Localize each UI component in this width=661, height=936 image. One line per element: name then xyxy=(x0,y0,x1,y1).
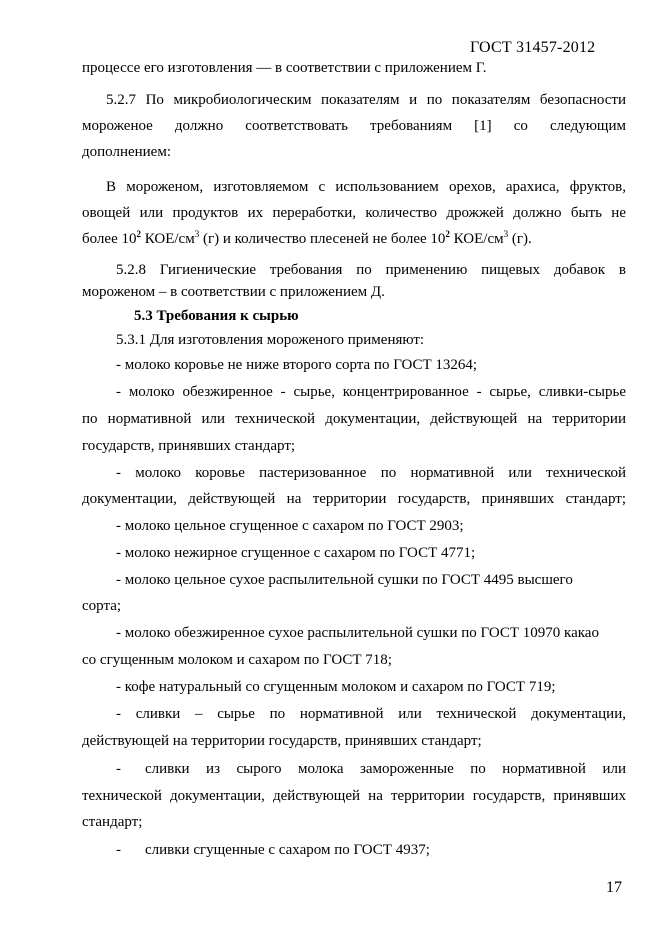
list-item-line: сливки из сырого молока замороженные по нормативной или xyxy=(145,761,626,777)
list-item-line: государств, принявших стандарт; xyxy=(82,438,296,454)
text-line: процессе его изготовления — в соответствии с приложением Г. xyxy=(82,60,487,76)
page-number: 17 xyxy=(606,879,622,896)
list-item-line: - молоко коровье пастеризованное по нормативной или технической xyxy=(116,465,626,481)
list-item: - кофе натуральный со сгущенным молоком и сахаром по ГОСТ 719; xyxy=(116,679,556,695)
para-icecream-line-1: В мороженом, изготовляемом с использованием орехов, арахиса, фруктов, xyxy=(106,179,626,195)
section-heading-5-3: 5.3 Требования к сырью xyxy=(134,308,299,324)
page-header-doc-number: ГОСТ 31457-2012 xyxy=(470,39,596,56)
para-5-2-7-line-2: мороженое должно соответствовать требованиям [1] со следующим xyxy=(82,118,626,134)
list-item-line: - молоко обезжиренное - сырье, концентрированное - сырье, сливки-сырье xyxy=(116,384,626,400)
list-item-line: - молоко обезжиренное сухое распылительной сушки по ГОСТ 10970 какао xyxy=(116,625,599,641)
list-item: сливки сгущенные с сахаром по ГОСТ 4937; xyxy=(145,842,430,858)
list-item-line: по нормативной или технической документации, действующей на территории xyxy=(82,411,626,427)
list-item: - молоко коровье не ниже второго сорта по ГОСТ 13264; xyxy=(116,357,478,373)
para-icecream-line-3: более $10^2$ КОЕ/$см^3$ (г) и количество плесеней не более $10^2$ КОЕ/$см^3$ (г). xyxy=(82,229,532,247)
list-dash: - xyxy=(116,842,121,858)
list-item-line: действующей на территории государств, принявших стандарт; xyxy=(82,733,482,749)
list-item-line: стандарт; xyxy=(82,814,143,830)
list-item-line: - молоко цельное сухое распылительной сушки по ГОСТ 4495 высшего xyxy=(116,572,573,588)
list-item-line: - сливки – сырье по нормативной или технической документации, xyxy=(116,706,626,722)
para-5-2-7-line-3: дополнением: xyxy=(82,144,172,160)
list-item: - молоко цельное сгущенное с сахаром по ГОСТ 2903; xyxy=(116,518,464,534)
list-item-line: документации, действующей на территории государств, принявших стандарт; xyxy=(82,491,626,507)
list-dash: - xyxy=(116,761,121,777)
para-5-2-7-line-1: 5.2.7 По микробиологическим показателям и по показателям безопасности xyxy=(106,92,626,108)
para-icecream-line-2: овощей или продуктов их переработки, количество дрожжей должно быть не xyxy=(82,205,626,221)
list-item-line: технической документации, действующей на территории государств, принявших xyxy=(82,788,626,804)
list-item-line: со сгущенным молоком и сахаром по ГОСТ 718; xyxy=(82,652,392,668)
para-5-3-1: 5.3.1 Для изготовления мороженого применяют: xyxy=(116,332,425,348)
list-item: - молоко нежирное сгущенное с сахаром по ГОСТ 4771; xyxy=(116,545,476,561)
para-5-2-8-line-2: мороженом – в соответствии с приложением Д. xyxy=(82,284,385,300)
para-5-2-8-line-1: 5.2.8 Гигиенические требования по применению пищевых добавок в xyxy=(116,262,626,278)
list-item-line: сорта; xyxy=(82,598,122,614)
